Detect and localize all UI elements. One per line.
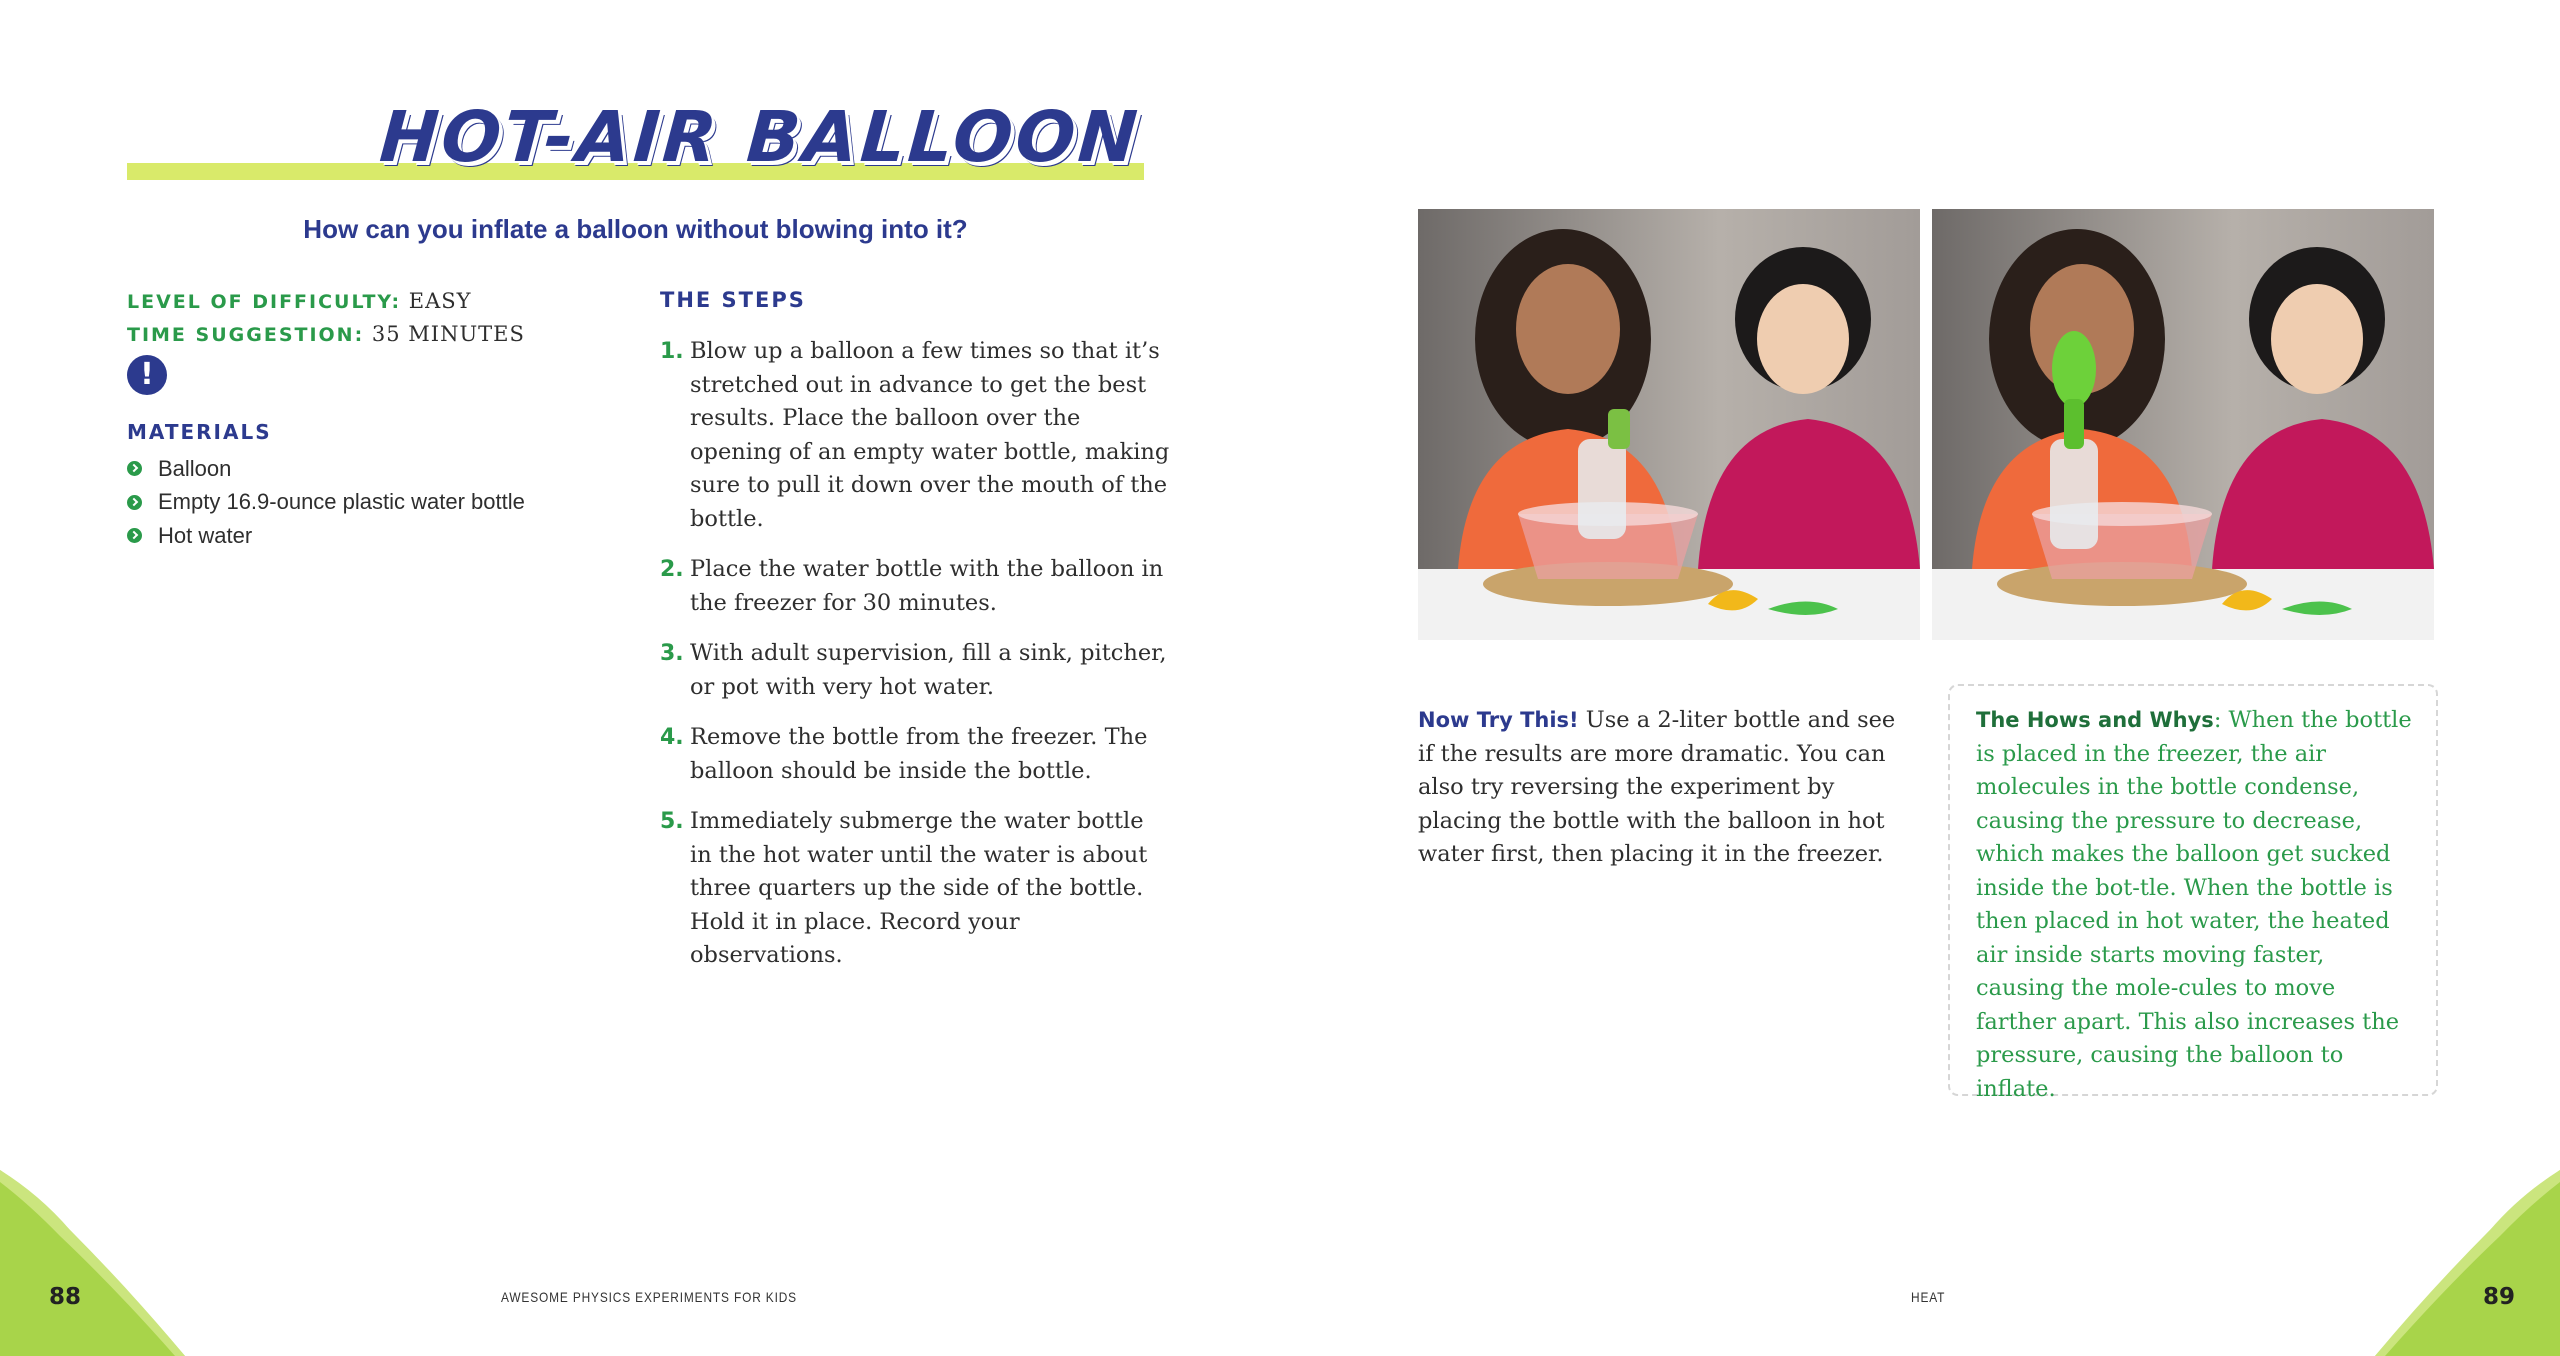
step-item: 3. With adult supervision, fill a sink, pitcher, or pot with very hot water. (660, 640, 1167, 700)
page-number-right: 89 (2483, 1284, 2516, 1310)
difficulty-value: EASY (408, 289, 472, 313)
difficulty-label: LEVEL OF DIFFICULTY: (127, 291, 402, 313)
caution-icon: ! (127, 355, 167, 395)
now-try-this-text: Now Try This! Use a 2-liter bottle and see if the results are more dramatic. You can also try reversing the experiment by placing the bottle with the balloon in hot water first, then placing it in the freezer. (1418, 707, 1896, 867)
experiment-question: How can you inflate a balloon without blowing into it? (303, 214, 968, 244)
hows-and-whys-label: The Hows and Whys (1976, 708, 2214, 732)
hows-and-whys-text: The Hows and Whys: When the bottle is placed in the freezer, the air molecules in the bottle condense, causing the pressure to decrease, which makes the balloon get sucked inside the bot-tle. When the bottle is then placed in hot water, the heated air inside starts moving faster, causing the mole-cules to move farther apart. This also increases the pressure, causing the balloon to inflate. (1976, 707, 2412, 1102)
steps-heading: THE STEPS (660, 288, 806, 312)
list-item: Empty 16.9-ounce plastic water bottle (127, 486, 525, 520)
page-title: HOT-AIR BALLOON (377, 96, 1143, 178)
step-item: 2. Place the water bottle with the balloon in the freezer for 30 minutes. (660, 556, 1164, 616)
step-item: 5. Immediately submerge the water bottle in the hot water until the water is about three quarters up the side of the bottle. Hold it in place. Record your observations. (660, 808, 1148, 968)
list-item: Hot water (127, 519, 525, 553)
list-item: Balloon (127, 452, 525, 486)
step-item: 1. Blow up a balloon a few times so that it’s stretched out in advance to get the best results. Place the balloon over the opening of an empty water bottle, making sure to pull it down over the mouth of the bottle. (660, 338, 1170, 532)
step-item: 4. Remove the bottle from the freezer. The balloon should be inside the bottle. (660, 724, 1148, 784)
bullet-arrow-icon (127, 461, 142, 476)
page-number-left: 88 (49, 1284, 82, 1310)
time-line (127, 322, 525, 346)
bullet-arrow-icon (127, 528, 142, 543)
corner-decoration-left (0, 1170, 190, 1356)
time-label: TIME SUGGESTION: (127, 324, 365, 346)
materials-list (127, 452, 525, 553)
photo-after (1932, 209, 2434, 640)
bullet-arrow-icon (127, 495, 142, 510)
difficulty-line (127, 289, 472, 313)
footer-book-title: AWESOME PHYSICS EXPERIMENTS FOR KIDS (501, 1289, 797, 1305)
photo-before (1418, 209, 1920, 640)
footer-section-title: HEAT (1911, 1289, 1946, 1305)
time-value: 35 MINUTES (371, 322, 525, 346)
corner-decoration-right (2370, 1170, 2560, 1356)
steps-list (660, 335, 1170, 990)
now-try-this-label: Now Try This! (1418, 708, 1579, 732)
materials-heading: MATERIALS (127, 420, 272, 444)
